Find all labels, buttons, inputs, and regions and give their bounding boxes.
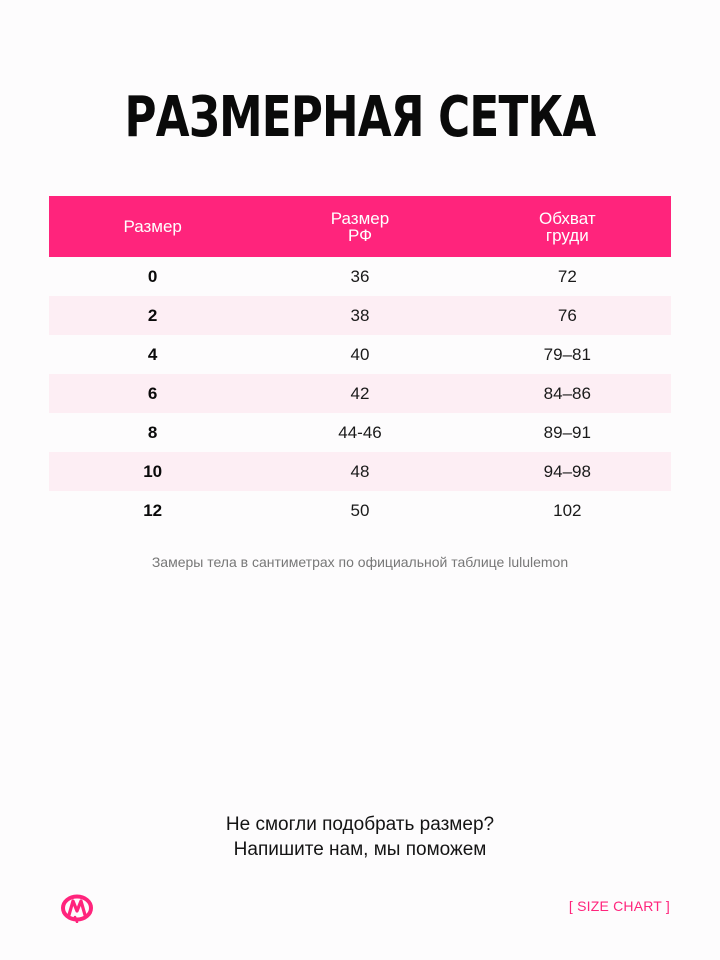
cell-ru-size: 44-46 — [338, 422, 382, 442]
help-line-1: Не смогли подобрать размер? — [225, 814, 495, 835]
table-header — [49, 196, 671, 257]
table-row — [49, 257, 671, 296]
cell-size: 6 — [147, 383, 158, 403]
cell-size: 0 — [147, 266, 158, 286]
cell-ru-size: 38 — [350, 305, 370, 325]
size-table — [49, 196, 671, 530]
size-chart-tag: [ SIZE CHART ] — [568, 898, 670, 914]
help-text — [0, 812, 720, 862]
cell-size: 8 — [147, 422, 158, 442]
cell-chest: 72 — [557, 266, 577, 286]
cell-chest: 76 — [557, 305, 577, 325]
cell-size: 12 — [143, 500, 163, 520]
table-row — [49, 296, 671, 335]
header-chest: Обхват груди — [539, 208, 596, 245]
cell-ru-size: 40 — [350, 344, 370, 364]
cell-ru-size: 48 — [350, 461, 370, 481]
cell-chest: 79–81 — [543, 344, 591, 364]
cell-chest: 84–86 — [543, 383, 591, 403]
measurement-note: Замеры тела в сантиметрах по официальной таблице lululemon — [151, 554, 569, 570]
table-row — [49, 452, 671, 491]
header-size: Размер — [123, 217, 182, 236]
table-row — [49, 491, 671, 530]
cell-size: 4 — [147, 344, 158, 364]
cell-size: 10 — [143, 461, 163, 481]
cell-chest: 94–98 — [543, 461, 591, 481]
header-ru-size: Размер РФ — [330, 208, 390, 245]
brand-logo-icon — [60, 893, 94, 923]
table-row — [49, 374, 671, 413]
cell-ru-size: 50 — [350, 500, 370, 520]
help-line-2: Напишите нам, мы поможем — [233, 839, 487, 860]
cell-ru-size: 42 — [350, 383, 370, 403]
cell-chest: 102 — [553, 500, 582, 520]
page-title: РАЗМЕРНАЯ СЕТКА — [124, 85, 596, 150]
cell-size: 2 — [147, 305, 158, 325]
cell-ru-size: 36 — [350, 266, 370, 286]
cell-chest: 89–91 — [543, 422, 591, 442]
table-row — [49, 413, 671, 452]
table-row — [49, 335, 671, 374]
